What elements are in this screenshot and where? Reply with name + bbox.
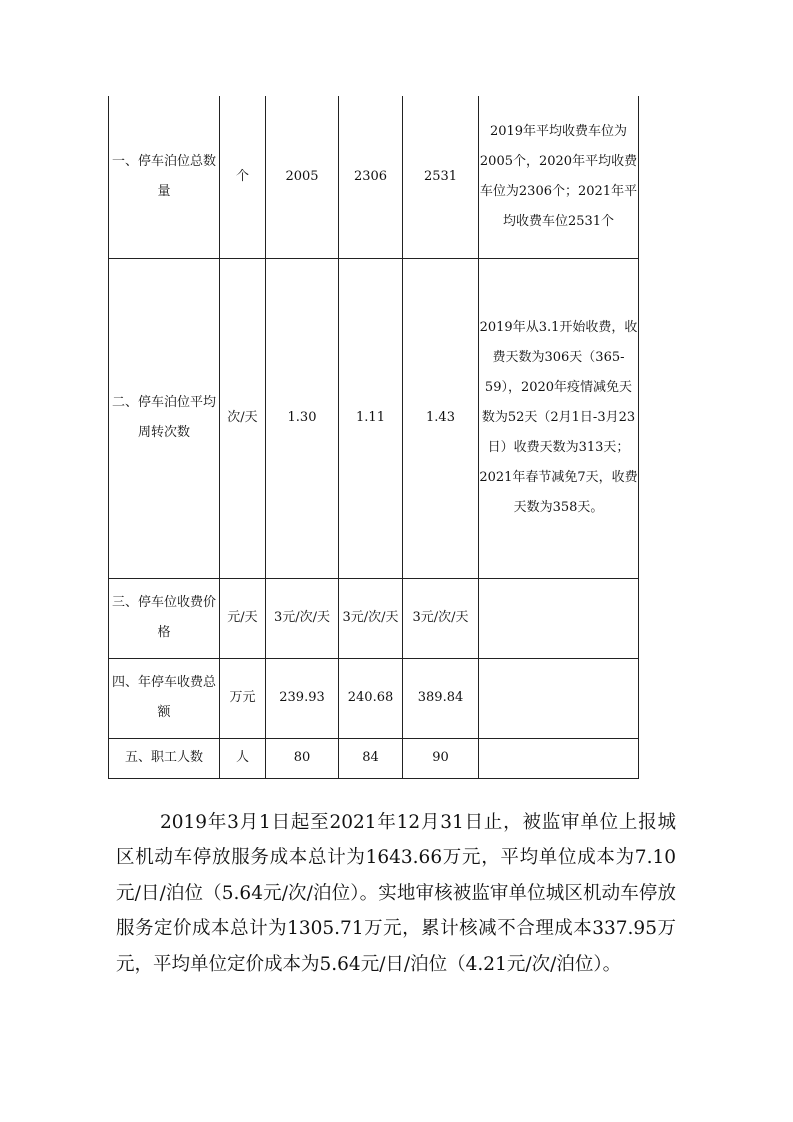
cost-table bbox=[108, 96, 639, 779]
value-2019-cell: 80 bbox=[266, 738, 339, 778]
item-cell: 一、停车泊位总数量 bbox=[109, 96, 220, 258]
value-2021-cell: 1.43 bbox=[403, 258, 479, 578]
note-cell: 2019年从3.1开始收费，收费天数为306天（365-59），2020年疫情减免天数为52天（2月1日-3月23日）收费天数为313天；2021年春节减免7天，收费天数为358天。 bbox=[479, 258, 639, 578]
value-2019-cell: 1.30 bbox=[266, 258, 339, 578]
unit-cell: 个 bbox=[220, 96, 266, 258]
item-cell: 四、年停车收费总额 bbox=[109, 658, 220, 738]
value-2020-cell: 3元/次/天 bbox=[339, 578, 403, 658]
note-cell bbox=[479, 658, 639, 738]
item-cell: 五、职工人数 bbox=[109, 738, 220, 778]
value-2019-cell: 239.93 bbox=[266, 658, 339, 738]
table-row bbox=[109, 578, 639, 658]
item-cell: 二、停车泊位平均周转次数 bbox=[109, 258, 220, 578]
value-2020-cell: 2306 bbox=[339, 96, 403, 258]
value-2020-cell: 1.11 bbox=[339, 258, 403, 578]
unit-cell: 万元 bbox=[220, 658, 266, 738]
unit-cell: 元/天 bbox=[220, 578, 266, 658]
table-row bbox=[109, 96, 639, 258]
value-2019-cell: 3元/次/天 bbox=[266, 578, 339, 658]
body-paragraph bbox=[116, 805, 676, 983]
table-row bbox=[109, 738, 639, 778]
table-row bbox=[109, 258, 639, 578]
paragraph-text: 2019年3月1日起至2021年12月31日止，被监审单位上报城区机动车停放服务成本总计为1643.66万元，平均单位成本为7.10元/日/泊位（5.64元/次/泊位）。实地审核被监审单位城区机动车停放服务定价成本总计为1305.71万元，累计核减不合理成本337.95万元，平均单位定价成本为5.64元/日/泊位（4.21元/次/泊位）。 bbox=[116, 811, 676, 975]
item-cell: 三、停车位收费价格 bbox=[109, 578, 220, 658]
note-cell: 2019年平均收费车位为2005个，2020年平均收费车位为2306个；2021年平均收费车位2531个 bbox=[479, 96, 639, 258]
note-cell bbox=[479, 578, 639, 658]
value-2021-cell: 3元/次/天 bbox=[403, 578, 479, 658]
value-2021-cell: 2531 bbox=[403, 96, 479, 258]
unit-cell: 次/天 bbox=[220, 258, 266, 578]
unit-cell: 人 bbox=[220, 738, 266, 778]
note-cell bbox=[479, 738, 639, 778]
value-2019-cell: 2005 bbox=[266, 96, 339, 258]
table-row bbox=[109, 658, 639, 738]
value-2020-cell: 240.68 bbox=[339, 658, 403, 738]
value-2021-cell: 90 bbox=[403, 738, 479, 778]
value-2021-cell: 389.84 bbox=[403, 658, 479, 738]
value-2020-cell: 84 bbox=[339, 738, 403, 778]
